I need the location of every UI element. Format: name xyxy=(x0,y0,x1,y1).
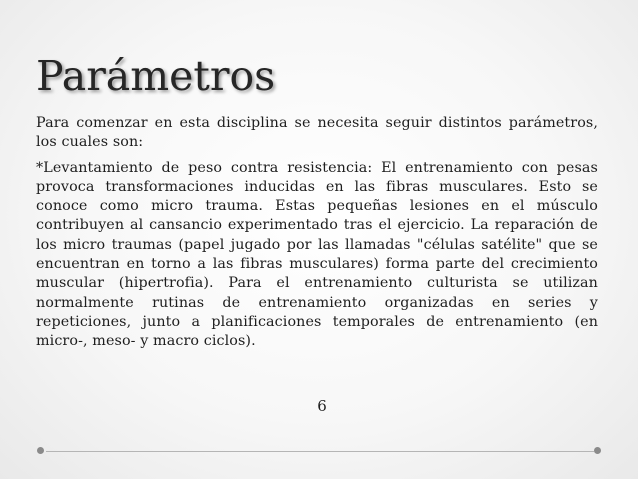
page-number: 6 xyxy=(317,397,327,415)
footer-dot-right xyxy=(594,447,601,454)
slide-title: Parámetros xyxy=(36,52,276,100)
slide-body xyxy=(36,114,598,352)
footer-divider xyxy=(46,451,594,452)
footer-dot-left xyxy=(37,447,44,454)
intro-paragraph: Para comenzar en esta disciplina se necesita seguir distintos parámetros, los cuales son: xyxy=(36,115,598,151)
body-paragraph: *Levantamiento de peso contra resistencia: El entrenamiento con pesas provoca transformaciones inducidas en las fibras musculares. Esto se conoce como micro trauma. Estas pequeñas lesiones en el músculo contribuyen al cansancio experimentado tras el ejercicio. La reparación de los micro traumas (papel jugado por las llamadas "células satélite" que se encuentran en torno a las fibras musculares) forma parte del crecimiento muscular (hipertrofia). Para el entrenamiento culturista se utilizan normalmente rutinas de entrenamiento organizadas en series y repeticiones, junto a planificaciones temporales de entrenamiento (en micro-, meso- y macro ciclos). xyxy=(36,159,598,350)
